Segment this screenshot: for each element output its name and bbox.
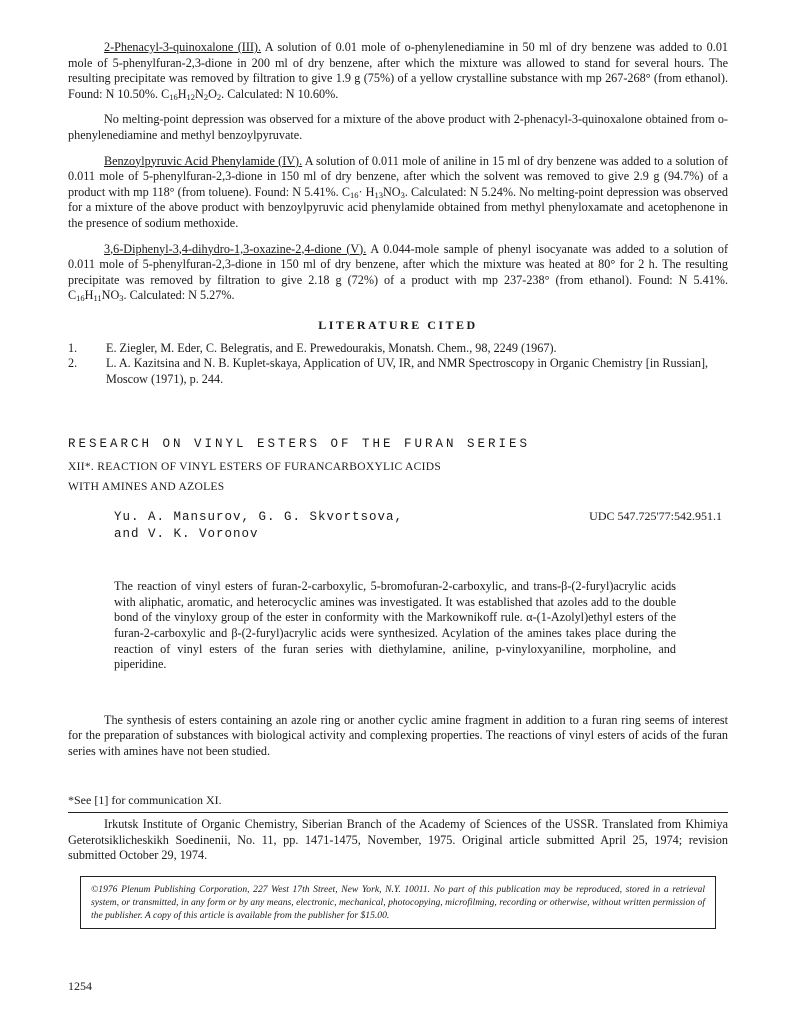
paragraph-oxazine bbox=[68, 242, 728, 304]
author-row bbox=[68, 509, 728, 543]
affiliation-note: Irkutsk Institute of Organic Chemistry, Siberian Branch of the Academy of Sciences of the USSR. Translated from Khimiya Geterotsiklicheskikh Soedinenii, No. 11, pp. 1471-1475, November, 1975. Original article submitted April 25, 1974; revision submitted October 29, 1974. bbox=[68, 817, 728, 863]
formula-part: O bbox=[208, 86, 217, 101]
paragraph-text: A solution of 0.01 mole of o-phenylenediamine in 50 ml of dry benzene was added to 0.01 mole of 5-phenylfuran-2,3-dione in 200 ml of dry benzene, after which the mixture was allowed to stand for several hours. The resulting precipitate was removed by filtration to give 1.9 g (75%) of a yellow crystalline substance with mp 267-268° (from ethanol). Found: N 10.50%. C bbox=[68, 40, 729, 101]
reference-number: 2. bbox=[68, 356, 78, 371]
compound-title-iv: Benzoylpyruvic Acid Phenylamide (IV). bbox=[104, 153, 303, 168]
formula-part: · H bbox=[358, 184, 375, 199]
formula-part: H bbox=[84, 288, 94, 303]
paragraph-phenylamide bbox=[68, 154, 728, 232]
formula-subscript: 16 bbox=[169, 91, 178, 102]
formula-subscript: 3 bbox=[400, 189, 405, 200]
footnote: *See [1] for communication XI. bbox=[68, 793, 222, 808]
compound-title-v: 3,6-Diphenyl-3,4-dihydro-1,3-oxazine-2,4-dione (V). bbox=[104, 241, 367, 256]
article-title-line1: XII*. REACTION OF VINYL ESTERS OF FURANCARBOXYLIC ACIDS bbox=[68, 461, 442, 474]
series-title: RESEARCH ON VINYL ESTERS OF THE FURAN SERIES bbox=[68, 437, 531, 452]
formula-subscript: 2 bbox=[203, 91, 209, 102]
article-title-line2: WITH AMINES AND AZOLES bbox=[68, 481, 225, 494]
paragraph-text: . Calculated: N 5.27%. bbox=[123, 288, 235, 303]
literature-heading: LITERATURE CITED bbox=[318, 317, 478, 332]
formula-part: N bbox=[195, 86, 204, 101]
paragraph-text: A 0.044-mole sample of phenyl isocyanate was added to a solution of 0.011 mole of 5-phenylfuran-2,3-dione in 150 ml of dry benzene, after which the mixture was heated at 80° for 2 h. The resulting precipitate was removed by filtration to give 2.18 g (72%) of a product with mp 237-238° (from ethanol). Found: N 5.41%. C bbox=[68, 241, 728, 303]
abstract bbox=[114, 579, 676, 673]
abstract-text: The reaction of vinyl esters of furan-2-carboxylic, 5-bromofuran-2-carboxylic, and trans-β-(2-furyl)acrylic acids with aliphatic, aromatic, and heterocyclic amines was investigated. It was established that azoles add to the double bond of the vinyloxy group of the ester in conformity with the Markownikoff rule. α-(1-Azolyl)ethyl esters of the furan-2-carboxylic and β-(2-furyl)acrylic acids were synthesized. Acylation of the amines takes place during the reaction of vinyl esters of the furan series with diethylamine, aniline, p-vinyloxyaniline, morpholine, and piperidine. bbox=[114, 579, 676, 672]
reference-item bbox=[68, 341, 728, 356]
reference-item bbox=[68, 356, 728, 387]
paragraph-text: . Calculated: N 5.24%. No melting-point depression was observed for a mixture of the above product with benzoylpyruvic acid phenylamide obtained from methyl phenyloxamate and acetophenone in the presence of sodium methoxide. bbox=[68, 184, 728, 230]
formula-subscript: 12 bbox=[186, 91, 196, 102]
formula-subscript: 16 bbox=[349, 189, 359, 200]
authors-line1: Yu. A. Mansurov, G. G. Skvortsova, bbox=[114, 510, 404, 525]
paragraph-text: A solution of 0.011 mole of aniline in 15 ml of dry benzene was added to a solution of 0.011 mole of 5-phenylfuran-2,3-dione in 150 ml of dry benzene, after which the solvent was removed to give 2.9 g (94.7%) of a product with mp 118° (from toluene). Found: N 5.41%. C bbox=[68, 153, 729, 199]
page-number: 1254 bbox=[68, 979, 92, 993]
formula-part: NO bbox=[101, 288, 120, 303]
formula-subscript: 13 bbox=[374, 189, 383, 200]
reference-text: L. A. Kazitsina and N. B. Kuplet-skaya, Application of UV, IR, and NMR Spectroscopy in Organic Chemistry [in Russian], Moscow (1971), p. 244. bbox=[106, 356, 709, 386]
intro-paragraph: The synthesis of esters containing an azole ring or another cyclic amine fragment in addition to a furan ring seems of interest for the preparation of substances with biological activity and complexing properties. The reactions of vinyl esters of acids of the furan series with amines have not been studied. bbox=[68, 712, 728, 758]
paragraph-mp-depression: No melting-point depression was observed for a mixture of the above product with 2-phenacyl-3-quinoxalone obtained from o-phenylenediamine and methyl benzoylpyruvate. bbox=[68, 112, 728, 142]
reference-text: E. Ziegler, M. Eder, C. Belegratis, and E. Prewedourakis, Monatsh. Chem., 98, 2249 (1967). bbox=[106, 340, 557, 355]
formula-part: H bbox=[177, 86, 187, 101]
page-content bbox=[68, 40, 728, 929]
reference-number: 1. bbox=[68, 340, 78, 355]
formula-subscript: 11 bbox=[93, 293, 102, 304]
formula-part: NO bbox=[382, 184, 401, 199]
compound-title-iii: 2-Phenacyl-3-quinoxalone (III). bbox=[104, 40, 262, 54]
paragraph-quinoxalone bbox=[68, 40, 728, 102]
paragraph-text: . Calculated: N 10.60%. bbox=[221, 86, 339, 101]
udc-code: UDC 547.725'77:542.951.1 bbox=[589, 509, 722, 524]
authors-line2: and V. K. Voronov bbox=[114, 527, 259, 542]
formula-subscript: 16 bbox=[76, 293, 85, 304]
footnote-divider bbox=[68, 812, 728, 813]
formula-subscript: 2 bbox=[216, 91, 222, 102]
formula-subscript: 3 bbox=[119, 293, 124, 304]
reference-list bbox=[68, 341, 728, 387]
copyright-box: ©1976 Plenum Publishing Corporation, 227 West 17th Street, New York, N.Y. 10011. No part of this publication may be reproduced, stored in a retrieval system, or transmitted, in any form or by any means, electronic, mechanical, photocopying, microfilming, recording or otherwise, without written permission of the publisher. A copy of this article is available from the publisher for $15.00. bbox=[80, 876, 716, 929]
author-list bbox=[114, 509, 403, 543]
